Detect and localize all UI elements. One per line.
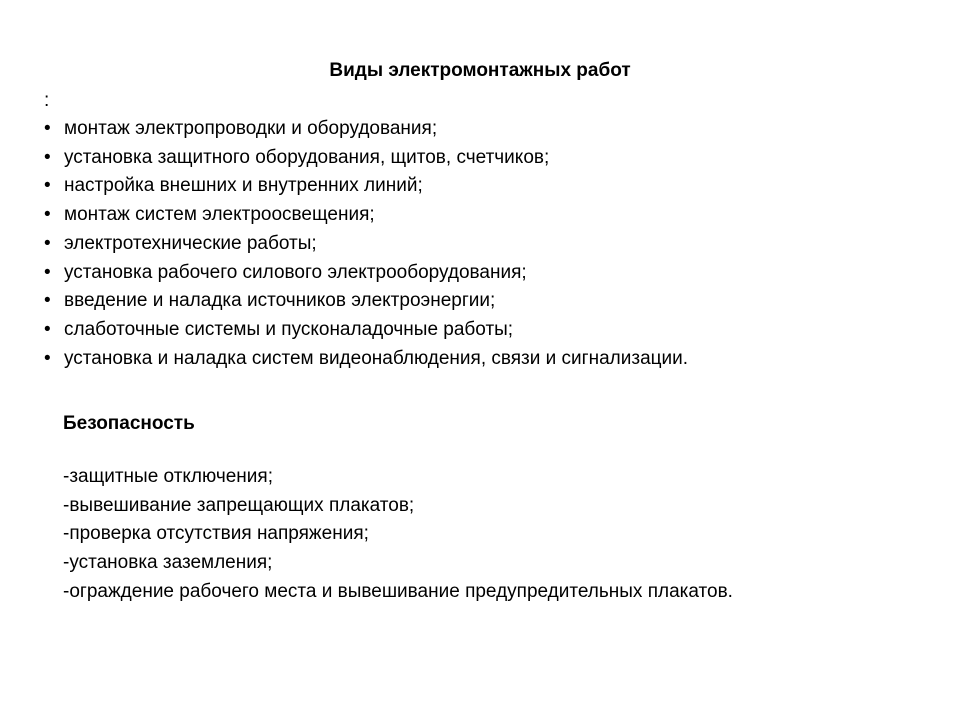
list-item (44, 345, 688, 374)
list-item-text: слаботочные системы и пусконаладочные работы; (64, 318, 514, 340)
list-item (44, 259, 688, 288)
list-item-text: монтаж систем электроосвещения; (64, 204, 375, 226)
list-item-text: монтаж электропроводки и оборудования; (64, 118, 438, 139)
bullet-marker: • (44, 232, 51, 254)
list-item (44, 287, 688, 316)
list-item-text: установка и наладка систем видеонаблюдения, связи и сигнализации. (64, 347, 689, 369)
safety-item: -вывешивание запрещающих плакатов; (63, 494, 415, 516)
list-item-text: установка рабочего силового электрооборудования; (64, 261, 527, 283)
bullet-marker: • (44, 347, 51, 369)
works-list (44, 115, 688, 373)
list-item (44, 172, 688, 201)
list-item (44, 115, 688, 144)
list-item (44, 201, 688, 230)
list-item (44, 144, 688, 173)
bullet-marker: • (44, 175, 51, 197)
list-item (44, 230, 688, 259)
list-item-text: введение и наладка источников электроэнергии; (64, 290, 496, 312)
list-item-text: настройка внешних и внутренних линий; (64, 175, 423, 197)
safety-list (63, 463, 823, 607)
list-item-text: электротехнические работы; (64, 232, 317, 254)
title-colon: : (44, 90, 50, 111)
safety-item: -ограждение рабочего места и вывешивание предупредительных плакатов. (63, 580, 733, 602)
list-item-text: установка защитного оборудования, щитов, счетчиков; (64, 146, 550, 168)
page-title: Виды электромонтажных работ (329, 60, 631, 81)
bullet-marker: • (44, 290, 51, 312)
bullet-marker: • (44, 204, 51, 226)
list-item (44, 316, 688, 345)
safety-item: -защитные отключения; (63, 466, 273, 487)
safety-heading: Безопасность (63, 413, 195, 434)
bullet-marker: • (44, 261, 51, 283)
safety-item: -установка заземления; (63, 552, 273, 574)
bullet-marker: • (44, 318, 51, 340)
bullet-marker: • (44, 146, 51, 168)
safety-item: -проверка отсутствия напряжения; (63, 523, 369, 545)
bullet-marker: • (44, 118, 51, 139)
